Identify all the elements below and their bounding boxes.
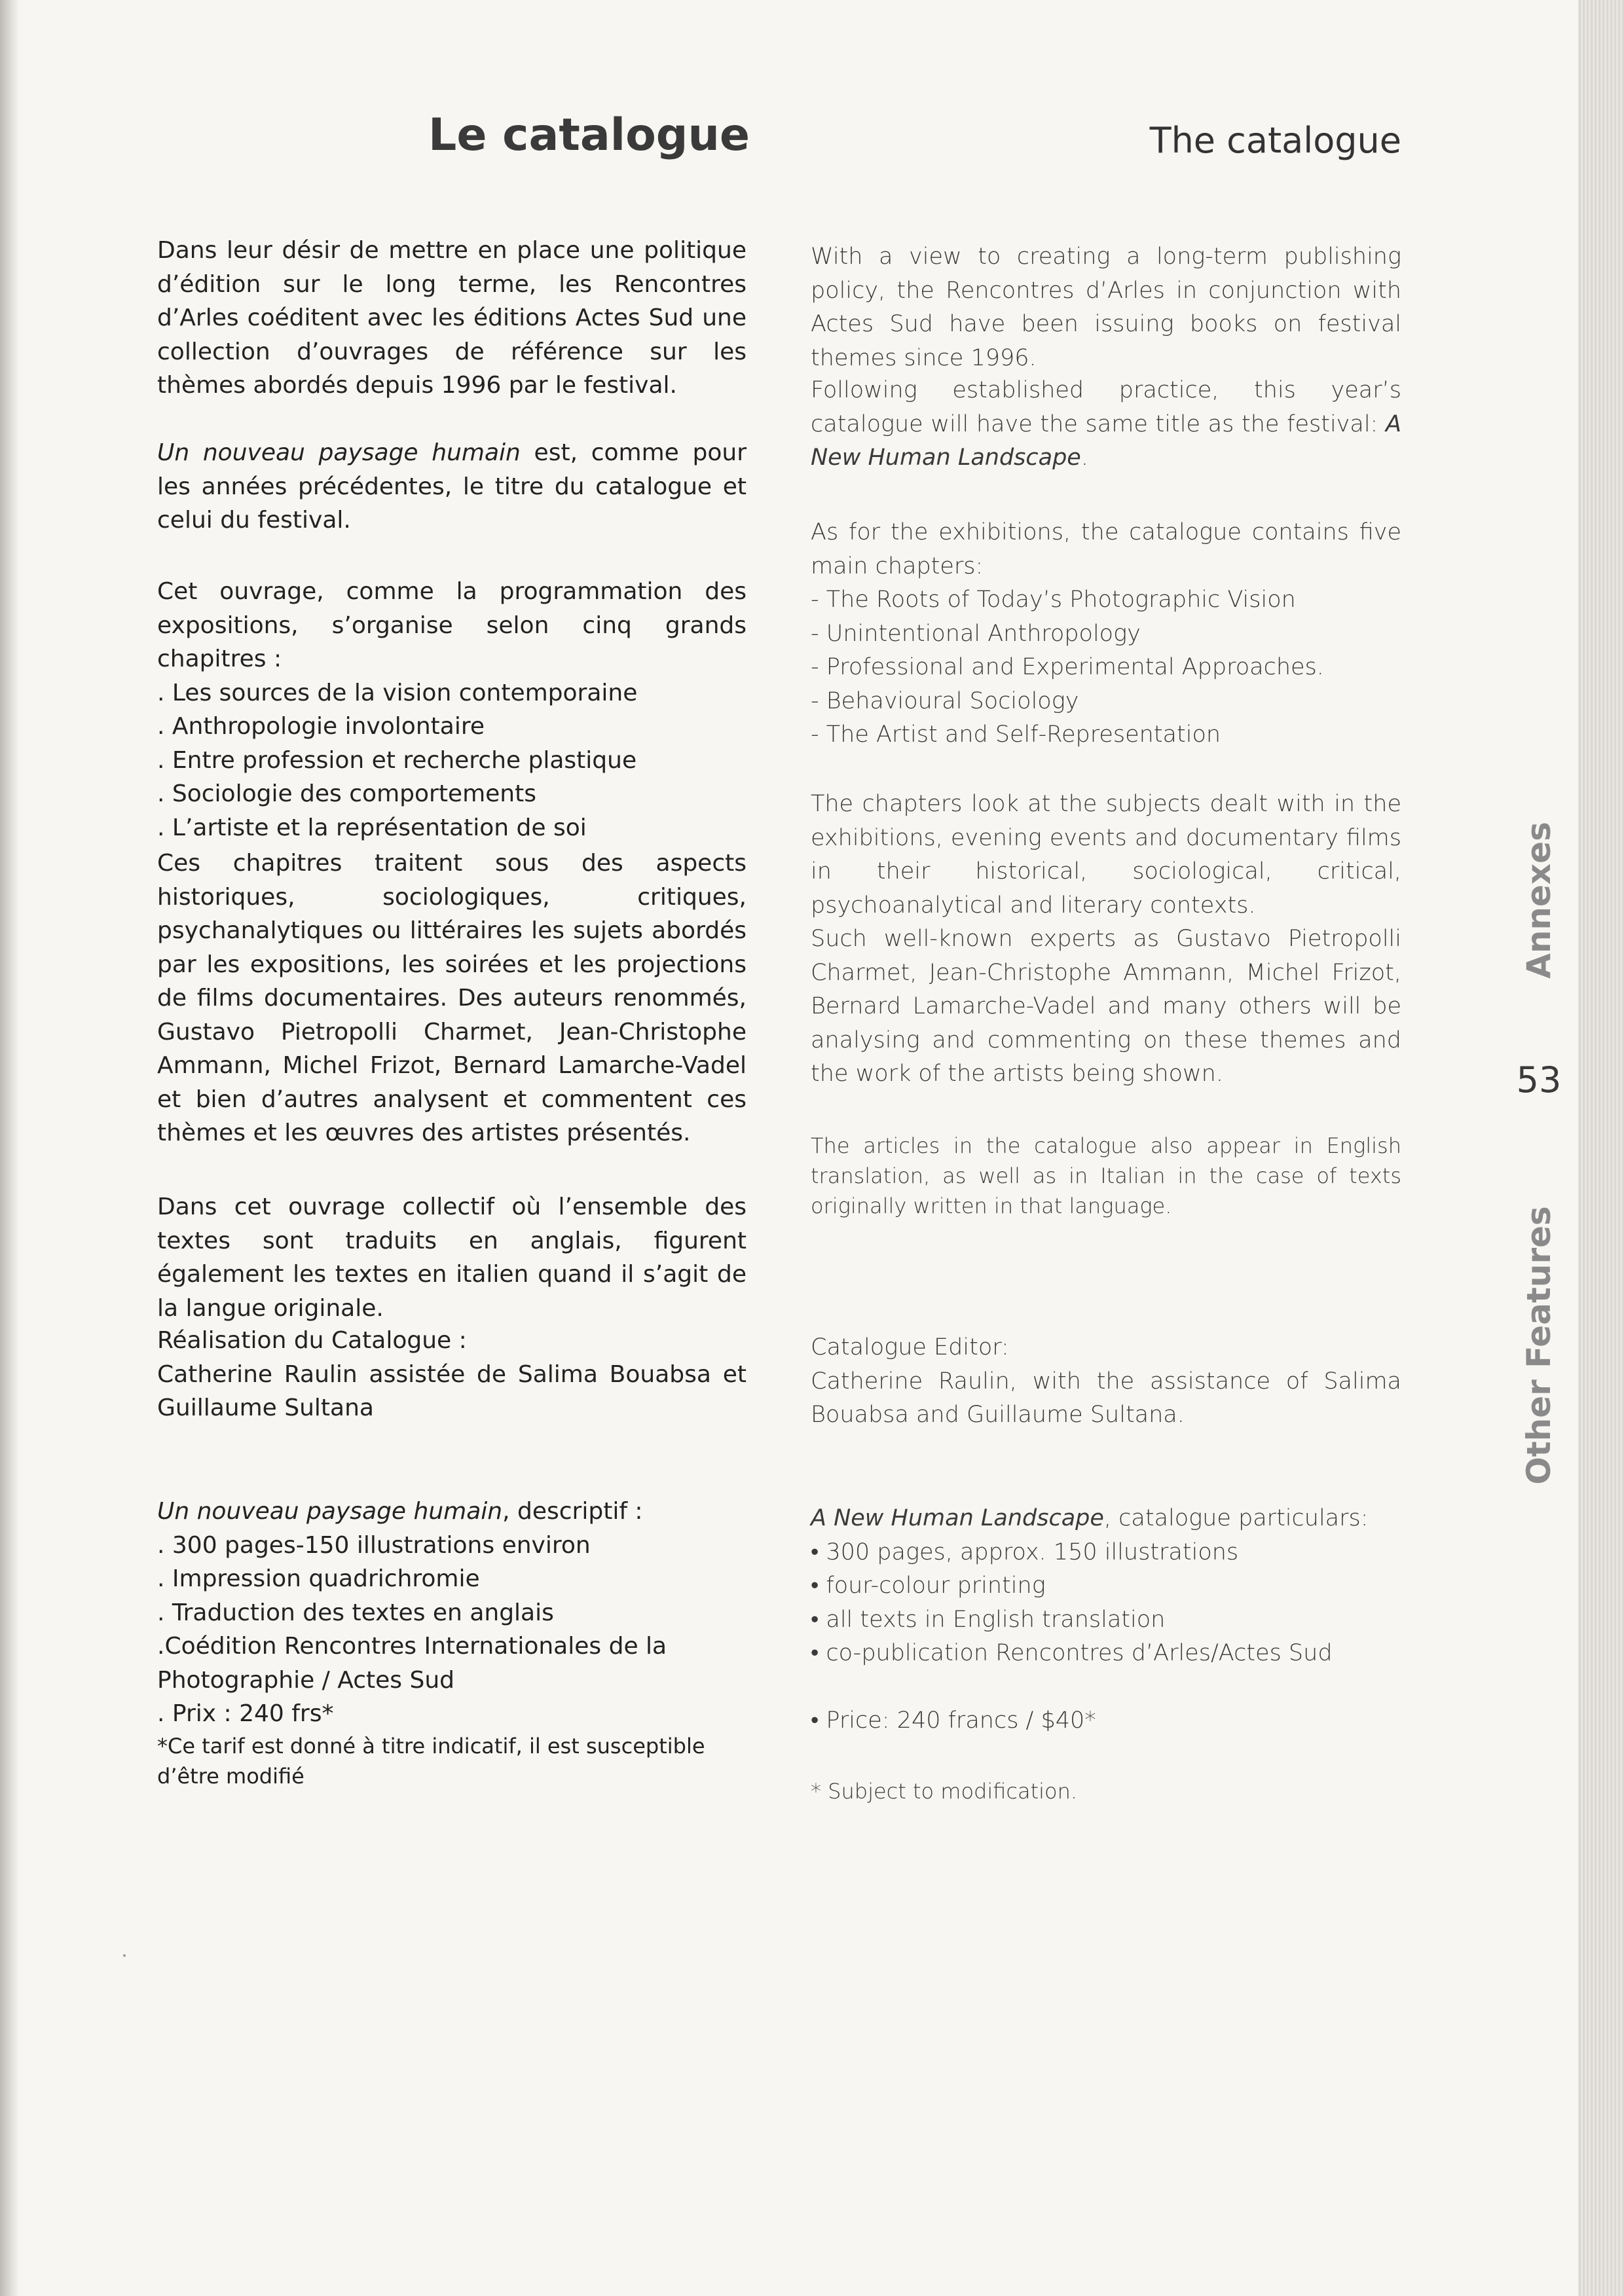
fr-chapters-desc-text: Ces chapitres traitent sous des aspects historiques, sociologiques, critiques, psychanalytiques ou littéraires les sujets abordés par les expositions, les soirées et les projections de films documentaires. Des auteurs renommés, Gustavo Pietropolli Charmet, Jean-Christophe Ammann, Michel Frizot, Bernard Lamarche-Vadel et bien d’autres analysent et commentent ces thèmes et les œuvres des artistes présentés.: [157, 850, 747, 1146]
fr-title-paragraph: [157, 436, 747, 538]
fr-intro-text: Dans leur désir de mettre en place une politique d’édition sur le long terme, les Rencontres d’Arles coéditent avec les éditions Actes Sud une collection d’ouvrages de référence sur les thèmes abordés depuis 1996 par le festival.: [157, 237, 747, 399]
page-number: 53: [1516, 1059, 1562, 1101]
fr-particulars-italic: Un nouveau paysage humain: [157, 1498, 503, 1525]
paper-speck: [123, 1954, 126, 1957]
en-editor-names: Catherine Raulin, with the assistance of Salima Bouabsa and Guillaume Sultana.: [811, 1368, 1401, 1428]
fr-particulars-rest: , descriptif :: [502, 1498, 643, 1525]
fr-particular-item: . Traduction des textes en anglais: [157, 1599, 554, 1626]
fr-title-rest: est, comme pour les années précédentes, le titre du catalogue et celui du festival.: [157, 439, 747, 534]
en-chapter-item: - The Artist and Self-Representation: [811, 721, 1221, 748]
en-chapter-item: - The Roots of Today’s Photographic Vision: [811, 587, 1296, 613]
fr-chapters-description: [157, 847, 747, 1150]
fr-chapter-item: . Sociologie des comportements: [157, 780, 536, 807]
fr-intro: [157, 234, 747, 403]
en-footnote: [811, 1776, 1401, 1806]
en-particulars: [811, 1502, 1401, 1671]
en-translations: [811, 1131, 1401, 1221]
en-particular-item: • 300 pages, approx. 150 illustrations: [811, 1539, 1239, 1565]
fr-chapter-item: . L’artiste et la représentation de soi: [157, 814, 587, 841]
en-chapters-description: [811, 788, 1401, 1091]
en-particular-item: • four-colour printing: [811, 1573, 1046, 1599]
en-particulars-italic: A New Human Landscape: [811, 1505, 1104, 1531]
en-chapters-desc-text: The chapters look at the subjects dealt with in the exhibitions, evening events and documentary films in their historical, sociological, critical, psychoanalytical and literary contexts.: [811, 791, 1401, 919]
en-title-end: .: [1080, 445, 1088, 471]
en-chapters: [811, 516, 1401, 752]
en-title-start: Following established practice, this year’s catalogue will have the same title as the festival:: [811, 377, 1401, 437]
en-title-paragraph: [811, 374, 1401, 475]
fr-editor-label: Réalisation du Catalogue :: [157, 1327, 467, 1354]
en-intro-text: With a view to creating a long-term publishing policy, the Rencontres d’Arles in conjunction with Actes Sud have been issuing books on festival themes since 1996.: [811, 244, 1401, 371]
side-label-other-features: Other Features: [1520, 1206, 1558, 1485]
en-editor-label: Catalogue Editor:: [811, 1334, 1009, 1360]
fr-chapter-item: . Anthropologie involontaire: [157, 713, 485, 740]
page-title-french: Le catalogue: [428, 109, 750, 161]
fr-particular-item: .Coédition Rencontres Internationales de la Photographie / Actes Sud: [157, 1633, 667, 1694]
fr-editor: [157, 1324, 747, 1425]
en-chapter-item: - Unintentional Anthropology: [811, 620, 1141, 647]
en-chapter-item: - Professional and Experimental Approaches.: [811, 654, 1324, 680]
en-chapter-item: - Behavioural Sociology: [811, 687, 1079, 714]
fr-editor-names: Catherine Raulin assistée de Salima Bouabsa et Guillaume Sultana: [157, 1360, 747, 1421]
side-label-annexes: Annexes: [1520, 822, 1558, 979]
fr-chapters-intro: Cet ouvrage, comme la programmation des expositions, s’organise selon cinq grands chapitres :: [157, 578, 747, 672]
page-binding-shadow: [0, 0, 20, 2296]
en-translations-text: The articles in the catalogue also appear in English translation, as well as in Italian in the case of texts originally written in that language.: [811, 1133, 1401, 1218]
en-particular-item: • all texts in English translation: [811, 1606, 1166, 1633]
fr-chapter-item: . Les sources de la vision contemporaine: [157, 679, 638, 706]
en-intro: [811, 240, 1401, 375]
en-price: [811, 1704, 1401, 1738]
fr-title-italic: Un nouveau paysage humain: [157, 439, 521, 466]
en-particulars-rest: , catalogue particulars:: [1103, 1505, 1369, 1531]
en-footnote-text: * Subject to modification.: [811, 1779, 1078, 1804]
en-editor: [811, 1331, 1401, 1432]
fr-particular-item: . 300 pages-150 illustrations environ: [157, 1531, 591, 1559]
en-chapters-intro: As for the exhibitions, the catalogue contains five main chapters:: [811, 519, 1401, 579]
page-title-english: The catalogue: [1149, 120, 1401, 161]
fr-translations-text: Dans cet ouvrage collectif où l’ensemble des textes sont traduits en anglais, figurent également les textes en italien quand il s’agit de la langue originale.: [157, 1194, 747, 1322]
fr-chapter-item: . Entre profession et recherche plastique: [157, 746, 637, 774]
page-edge: [1578, 0, 1624, 2296]
fr-particulars: [157, 1495, 747, 1791]
fr-particular-item: . Impression quadrichromie: [157, 1565, 480, 1592]
fr-translations: [157, 1190, 747, 1325]
en-particular-item: • co-publication Rencontres d’Arles/Actes Sud: [811, 1640, 1333, 1666]
en-price-text: • Price: 240 francs / $40*: [811, 1707, 1096, 1734]
fr-particular-item: . Prix : 240 frs*: [157, 1700, 334, 1727]
fr-footnote: *Ce tarif est donné à titre indicatif, il est susceptible d’être modifié: [157, 1733, 705, 1789]
en-title-italic: A New Human Landscape: [811, 410, 1401, 471]
fr-chapters: [157, 575, 747, 845]
en-experts-text: Such well-known experts as Gustavo Pietropolli Charmet, Jean-Christophe Ammann, Michel Frizot, Bernard Lamarche-Vadel and many others will be analysing and commenting on these themes and the work of the artists being shown.: [811, 926, 1401, 1087]
